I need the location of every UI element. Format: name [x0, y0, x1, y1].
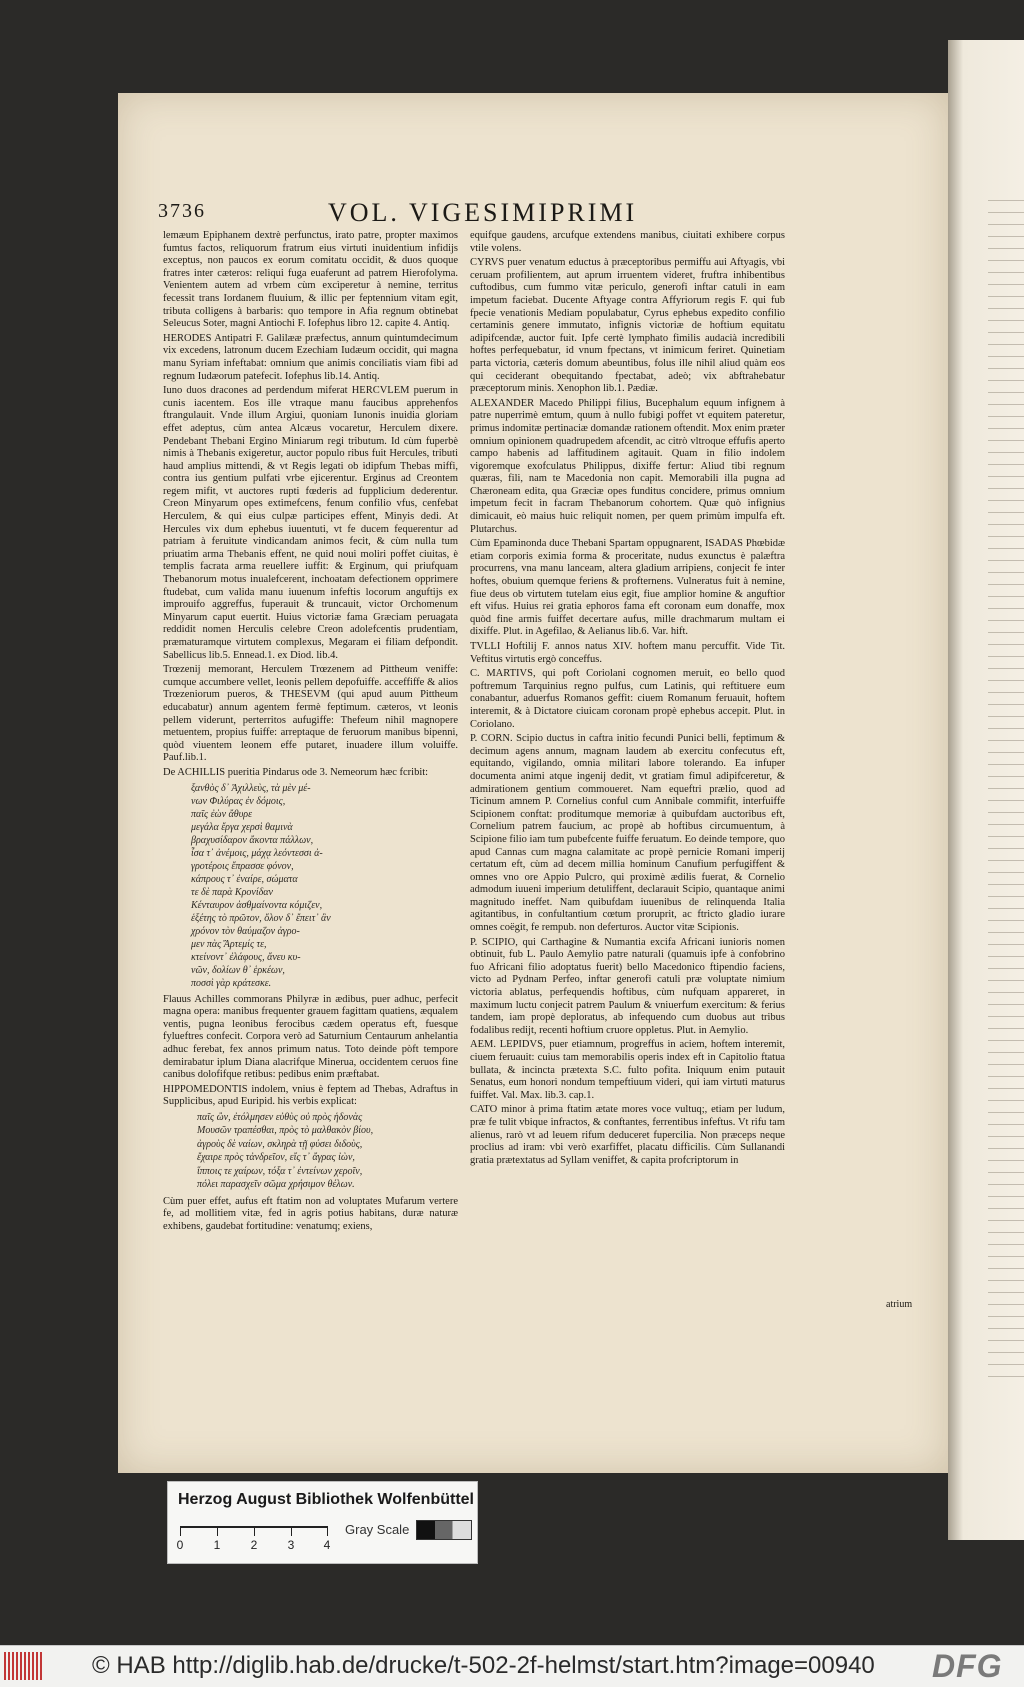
paragraph: P. CORN. Scipio ductus in caftra initio fecundi Punici belli, feptimum & decimum agens annum, magnam laudem ab exercitu confecutus eft, equitando, vigilando, omnia militari labore tolerando. Ea infuper documenta animi atque ingenij dedit, vt gratiam fimul adipifceretur, & admirationem gentium commoueret. Nam equeftri prælio, quod ad Ticinum amnem P. Cornelius conful cum Annibale commifit, interfuiffe Scipionem conftat: proditumque memoriæ à quibufdam auctoribus eft, Cornelium patrem faucium, ac propè ab hoftibus circumuentum, à Scipione filio iam tum pubefcente fuiffe feruatum. Eo deinde tempore, quo apud Cannas cum magna calamitate ac propè pernicie Romani imperij certatum eft, cùm ad decem millia hominum Canufium perfugiffent & omnes vno ore Appio Pulcro, qui proximè ædilis fuerat, & Cornelio admodum iuueni imperium detuliffent, declarauit Scipio, quantaque animi magnitudo ineffet. Nam quibufdam iuuenibus de relinquenda Italia agitantibus, in confultantium cœtum proruprit, ac ftricto gladio iurare omnes coëgit, fe rempub. non deferturos. Auctor vitæ Scipionis.	[470, 733, 785, 934]
paragraph: Cùm Epaminonda duce Thebani Spartam oppugnarent, ISADAS Phœbidæ etiam corporis eximia forma & proceritate, nudus exunctus è palæftra procurrens, vna manu lanceam, altera gladium arripiens, conjecit fe inter hoftes, obuium quemque feriens & profternens. Vulneratus fuit à nemine, fiue deus ob virtutem tutelam eius egit, fiue amplior homine & anguftior eft vifus. Huius rei gratia ephoros fama eft coronam eum donaffe, mox quòd fine armis fuiffet decertare aufus, mille drachmarum multam ei dixiffe. Plut. in Agefilao, & Aelianus lib.6. Var. hift.	[470, 538, 785, 638]
greek-verse-block: ξανθὸς δ᾽ Ἀχιλλεὺς, τὰ μὲν μέ- νων Φιλύρας ἐν δόμοις, παῖς ἐὼν ἄθυρε μεγάλα ἔργα χερσὶ θαμινὰ βραχυσίδαρον ἄκοντα πάλλων, ἶσα τ᾽ ἀνέμοις, μάχᾳ λεόντεσσι ἀ- γροτέροις ἔπρασσε φόνον, κάπρους τ᾽ ἐναίρε, σώματα τε δὲ παρὰ Κρονίδαν Κένταυρον ἀσθμαίνοντα κόμιζεν, ἑξέτης τὸ πρῶτον, ὅλον δ᾽ ἔπειτ᾽ ἂν χρόνον τὸν θαύμαζον ἀγρο- μεν πὰς Ἄρτεμίς τε, κτείνοντ᾽ ἐλάφους, ἄνευ κυ- νῶν, δολίων θ᾽ ἑρκέων, ποσσὶ γὰρ κράτεσκε.	[191, 782, 331, 989]
ruler-number: 2	[250, 1538, 258, 1552]
footer-bar	[0, 1645, 1024, 1687]
scale-ruler	[176, 1526, 331, 1552]
barcode-icon	[4, 1652, 44, 1680]
page-number: 3736	[158, 200, 206, 222]
paragraph: TVLLI Hoftilij F. annos natus XIV. hoftem manu percuffit. Vide Tit. Veftitus virtutis ergò conceffus.	[470, 641, 785, 665]
paragraph: De ACHILLIS pueritia Pindarus ode 3. Nemeorum hæc fcribit:	[163, 766, 429, 778]
right-text-column	[470, 230, 785, 1290]
paragraph: ALEXANDER Macedo Philippi filius, Bucephalum equum infignem à patre nuperrimè emtum, quum à nullo fubigi poffet vt equitem pateretur, primus indomitæ pertinaciæ domandæ rationem oftendit. Mox enim præter omnium opinionem quadrupedem afcendit, ac citrò vltroque effufis aperto campo habenis ad laffitudinem agitauit. Quam in filio indolem vigoremque exofculatus Philippus, dixiffe fertur: Aliud tibi regnum quæras, fili, nam te Macedonia non capit. Memorabili illa pugna ad Chæroneam edita, qua Græciæ opes funditus conciderе, primus omnium impetum fecit in facram Thebanorum cohortem. Quæ quò infignius dimicauit, eò maius huic reliquit nomen, per quem primùm impulfa eft. Plutarchus.	[470, 397, 785, 535]
library-name: Herzog August Bibliothek Wolfenbüttel	[178, 1491, 474, 1508]
ruler-tick	[291, 1526, 292, 1536]
ruler-tick	[180, 1526, 181, 1536]
paragraph: lemæum Epiphanem dextrè perfunctus, irato patre, propter maximos fumtus factos, reliquorum fratrum eius virtuti inuidentium infidijs exceptus, non paucos ex eorum comitatu occidit, & duos quoque fratres inter cæteros: reliqui fuga euaferunt ad patrem Hierofolyma. Venientem autem ad vrbem cùm excìperetur à nemine, territus fecessit trans Iordanem fluuium, & illic per feptennium vitam egit, tributa colligens à barbaris: quo tempore in Afia regnum obtinebat Seleucus Soter, magni Antiochi F. Iofephus libro 12. capite 4. Antiq.	[163, 230, 458, 330]
paragraph: HERODES Antipatri F. Galilææ præfectus, annum quintumdecimum vix excedens, latronum ducem Ezechiam Iudæum occidit, qui magna manu Syriam infeftabat: omnium que animis conciliatis viam fibi ad regnum Iudæorum patefecit. Iofephus lib.14. Antiq.	[163, 332, 458, 382]
ruler-tick	[254, 1526, 255, 1536]
running-title: VOL. VIGESIMIPRIMI	[328, 198, 638, 227]
page-header	[158, 200, 788, 230]
paragraph: C. MARTIVS, qui poft Coriolani cognomen meruit, eo bello quod poftremum Tarquinius regno pulfus, cum Latinis, qui reftituere eum conabantur, aduerfus Romanos geffit: ciuem Romanum feruauit, hoftem interemit, & à Dictatore ciuicam coronam propè ephebus accepit. Plut. in Coriolano.	[470, 668, 785, 730]
library-color-card	[167, 1481, 478, 1564]
paragraph: Iuno duos dracones ad perdendum miferat HERCVLEM puerum in cunis iacentem. Eos ille vtraque manu faucibus apprehenfos ftrangulauit. Vnde illum Argiui, quoniam Iunonis inuidia gloriam effet adeptus, cùm antea Alcæus vocaretur, Herculem dixere. Pendebant Thebani Ergino Miniarum regi tributum. Id cùm fuperbè nimis à Thebanis exigeretur, auctor populo ribus fuit Hercules, tributi haud amplius mittendi, & vt Regis legati ob idipfum Thebas miffi, contra ius gentium pulfati vrbe ejicerentur. Erginus ad Creontem regem mifit, vt auctores rupti fœderis ad fupplicium dederentur. Creon Minyarum opes extimefcens, fenum confilio vfus, cenfebat Herculem, & qui eius culpæ participes effent, Minyis dedi. At Hercules vix dum ephebus iuuentuti, vt fe ducem fequerentur ad patriam à feruitute vindicandam animos fecit, & cùm nulla tum priuatim arma Thebanis effent, ne quid noui moliri poffet ciuitas, è templis facrata arma reuellere iuffit: & Erginum, qui priufquam Thebanorum motus inualefcerent, inchoatam defectionem opprimere ftudebat, cum valida manu iuuenum infeftis locorum anguftijs ex improuifo aggreffus, fuperauit & truncauit, victor Orchomenum Minyarum caput euertit. Huius victoriæ fama Græciam peruagata reddidit nomen Herculis celebre Creon adolefcentis prudentiam, præmaturamque virtutem complexus, Megaram ei filiam defpondit. Sabellicus lib.5. Ennead.1. ex Diod. lib.4.	[163, 385, 458, 661]
catchword: atrium	[886, 1299, 913, 1310]
paragraph: HIPPOMEDONTIS indolem, vnius è feptem ad Thebas, Adraftus in Supplicibus, apud Euripid. his verbis explicat:	[163, 1083, 458, 1108]
left-text-column	[163, 230, 458, 1290]
ruler-number: 1	[213, 1538, 221, 1552]
ruler-number: 0	[176, 1538, 184, 1552]
ruler-number: 4	[323, 1538, 331, 1552]
paragraph: Cùm puer effet, aufus eft ftatim non ad voluptates Mufarum vertere fe, ad mollitiem vitæ, fed in agris potius habitans, duræ naturæ exhibens, gaudebat fortitudine: venatumq; exiens,	[163, 1195, 458, 1233]
paragraph: Flauus Achilles commorans Philyræ in ædibus, puer adhuc, perfecit magna opera: manibus frequenter grauem fagittam quatiens, æqualem ventis, pugna leonibus ferocibus cædem operatus eft, fuesque fylueftres confecit. Corpora verò ad Saturnium Centaurum anhelantia adhuc ferebat, fex annos primum natus. Toto deinde pòft tempore demirabatur iplum Diana alacrifque Minerua, occidentem ceruos fine canibus dolofifque retibus: pedibus enim præftabat.	[163, 993, 458, 1081]
paragraph: Trœzenij memorant, Herculem Trœzenem ad Pittheum veniffe: cumque accumbere vellet, leonis pellem depofuiffe. acceffiffe & alios Trœzeniorum pueros, & THESEVM (qui apud auum Pittheum educabatur) annum agentem fermè feptimum. cæteros, vt leonis pellem viderunt, perterritos aufugiffe: Thefeum nihil magnopere metuentem, propius fuiffe: arreptaque de feruorum manibus bipenni, quòd viuentem leonem effe putaret, inuadere illum voluiffe. Pauf.lib.1.	[163, 664, 458, 764]
adjacent-page-text-lines	[988, 200, 1024, 1380]
ruler-tick	[217, 1526, 218, 1536]
paragraph: CYRVS puer venatum eductus à præceptoribus permiffu aui Aftyagis, vbi ceruam profilientem, aut aprum irruentem videret, fruftra inhibentibus cuftodibus, cum fummo vitæ periculo, generofi inftar catuli in eam impetum faciebat. Ducente Aftyage contra Affyriorum regis F. qui fub fpecie venationis Mediam populabatur, Cyrus ephebus expedito confilio certaminis genere immutato, infignis victoriæ de hoftium equitatu adipifcendæ, auctor fuit. Ipfe certè lymphato fimilis audacià incredibili hoftes perfequebatur, id vnum fpectans, vt inimicum feriret. Quinetiam parta victoria, cæteris domum abeuntibus, folus ille nihil aliud quàm eos qui ceciderant obequitando fpectabat, adeò; vix abftrahebatur præceptorum minis. Xenophon lib.1. Pædiæ.	[470, 257, 785, 395]
dfg-logo: DFG	[932, 1648, 1003, 1684]
adjacent-page-edge	[948, 40, 1024, 1540]
paragraph: CATO minor à prima ftatim ætate mores voce vultuq;, etiam per ludum, præ fe tulit vbique infractos, & conftantes, ferrentibus infeftus. Vt rifu tam alienus, rarò vt ad leuem rifum deduceret fupercilia. Non præceps neque proclius ad iram: vbi verò exarfiffet, placatu difficilis. Cùm Sullanandi gratia prætextatus ad Syllam veniffet, & capita profcriptorum in	[470, 1104, 785, 1166]
gray-scale-label: Gray Scale	[345, 1522, 410, 1537]
paragraph: equifque gaudens, arcufque extendens manibus, ciuitati exhibere corpus vtile volens.	[470, 230, 785, 254]
paragraph: P. SCIPIO, qui Carthagine & Numantia excifa Africani iunioris nomen obtinuit, fub L. Paulo Aemylio patre naturali (quamuis ipfe à confobrino fuo Africani filio adoptatus fuerit) bello Macedonico ftipendio faciens, victo ad Pydnam Perfeo, inftar generofi catuli præ voluptate nimium victoria ablatus, perfequendis hoftibus, cùm nufquam appareret, in maximum luctu conjecit patrem Paulum & vniuerfum exercitum: & ferius tandem, iam propè deploratus, ab infequendo cum duobus aut tribus fodalibus redijt, recenti hoftium cruore oppletus. Plut. in Aemylio.	[470, 936, 785, 1036]
gray-scale-swatch	[416, 1520, 472, 1540]
paragraph: AEM. LEPIDVS, puer etiamnum, progreffus in aciem, hoftem interemit, ciuem feruauit: cuius tam memorabilis operis index eft in Capitolio ftatua bullata, & incincta prætexta S.C. fulto pofita. Iniquum enim putauit Senatus, eum honori nondum tempeftiuum videri, qui iam virtuti maturus fuiffet. Val. Max. lib.3. cap.1.	[470, 1039, 785, 1101]
greek-verse-block: παῖς ὢν, ἐτόλμησεν εὐθὺς οὐ πρὸς ἡδονὰς Μουσῶν τραπέσθαι, πρὸς τὸ μαλθακὸν βίου, ἀγροὺς δὲ ναίων, σκληρὰ τῇ φύσει διδοὺς, ἔχαιρε πρὸς τἀνδρεῖον, εἴς τ᾽ ἄγρας ἰὼν, ἵπποις τε χαίρων, τόξα τ᾽ ἐντείνων χεροῖν, πόλει παρασχεῖν σῶμα χρήσιμον θέλων.	[197, 1111, 374, 1191]
ruler-number: 3	[287, 1538, 295, 1552]
source-url[interactable]: © HAB http://diglib.hab.de/drucke/t-502-2f-helmst/start.htm?image=00940	[92, 1652, 875, 1679]
ruler-tick	[327, 1526, 328, 1536]
